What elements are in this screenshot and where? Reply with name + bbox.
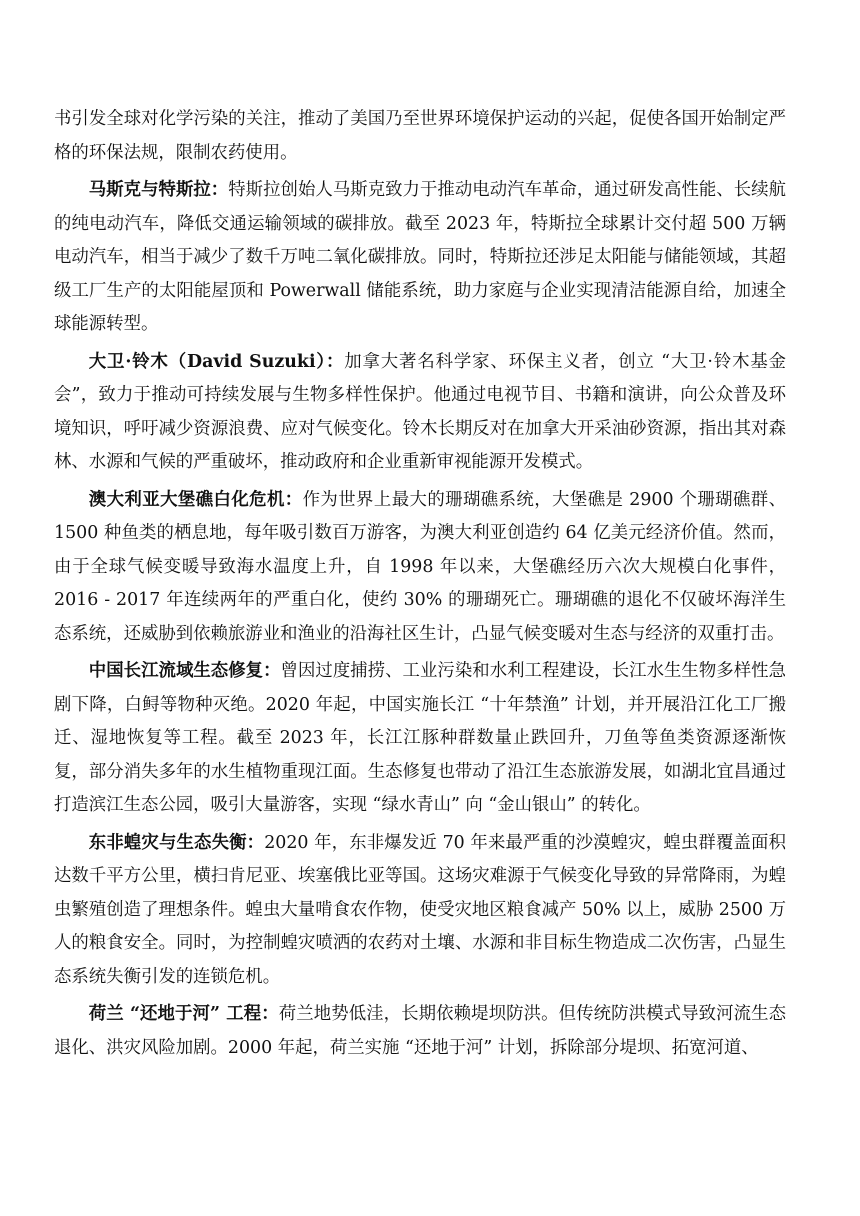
paragraph-heading: 大卫·铃木（David Suzuki）：: [88, 351, 345, 372]
paragraph-text: 加拿大著名科学家、环保主义者，创立 “大卫·铃木基金会”，致力于推动可持续发展与生物多样性保护。他通过电视节目、书籍和演讲，向公众普及环境知识，呼吁减少资源浪费、应对气候变化。铃木长期反对在加拿大开采油砂资源，指出其对森林、水源和气候的严重破坏，推动政府和企业重新审视能源开发模式。: [54, 351, 786, 472]
paragraph-great-barrier-reef: [54, 484, 786, 652]
paragraph-text: 2020 年，东非爆发近 70 年来最严重的沙漠蝗灾，蝗虫群覆盖面积达数千平方公里，横扫肯尼亚、埃塞俄比亚等国。这场灾难源于气候变化导致的异常降雨，为蝗虫繁殖创造了理想条件。蝗虫大量啃食农作物，使受灾地区粮食减产 50% 以上，威胁 2500 万人的粮食安全。同时，为控制蝗灾喷洒的农药对土壤、水源和非目标生物造成二次伤害，凸显生态系统失衡引发的连锁危机。: [54, 832, 786, 987]
paragraph-east-africa-locust: [54, 827, 786, 995]
paragraph-heading: 马斯克与特斯拉：: [88, 180, 229, 200]
paragraph-heading: 东非蝗灾与生态失衡：: [88, 832, 265, 853]
paragraph-heading: 中国长江流域生态修复：: [88, 661, 281, 681]
paragraph-text: 荷兰地势低洼，长期依赖堤坝防洪。但传统防洪模式导致河流生态退化、洪灾风险加剧。2000 年起，荷兰实施 “还地于河” 计划，拆除部分堤坝、拓宽河道、: [54, 1004, 786, 1058]
paragraph-text: 书引发全球对化学污染的关注，推动了美国乃至世界环境保护运动的兴起，促使各国开始制定严格的环保法规，限制农药使用。: [54, 109, 786, 163]
paragraph-heading: 澳大利亚大堡礁白化危机：: [88, 489, 303, 510]
paragraph-rachel-carson-continued: [54, 103, 786, 170]
paragraph-text: 作为世界上最大的珊瑚礁系统，大堡礁是 2900 个珊瑚礁群、1500 种鱼类的栖息地，每年吸引数百万游客，为澳大利亚创造约 64 亿美元经济价值。然而，由于全球气候变暖导致海水温度上升，自 1998 年以来，大堡礁经历六次大规模白化事件，2016 - 2017 年连续两年的严重白化，使约 30% 的珊瑚死亡。珊瑚礁的退化不仅破坏海洋生态系统，还威胁到依赖旅游业和渔业的沿海社区生计，凸显气候变暖对生态与经济的双重打击。: [54, 489, 786, 644]
paragraph-text: 曾因过度捕捞、工业污染和水利工程建设，长江水生生物多样性急剧下降，白鲟等物种灭绝。2020 年起，中国实施长江 “十年禁渔” 计划，并开展沿江化工厂搬迁、湿地恢复等工程。截至 2023 年，长江江豚种群数量止跌回升，刀鱼等鱼类资源逐渐恢复，部分消失多年的水生植物重现江面。生态修复也带动了沿江生态旅游发展，如湖北宜昌通过打造滨江生态公园，吸引大量游客，实现 “绿水青山” 向 “金山银山” 的转化。: [54, 661, 786, 815]
paragraph-david-suzuki: [54, 346, 786, 480]
document-page: [54, 103, 786, 1069]
paragraph-yangtze-restoration: [54, 655, 786, 823]
paragraph-text: 特斯拉创始人马斯克致力于推动电动汽车革命，通过研发高性能、长续航的纯电动汽车，降低交通运输领域的碳排放。截至 2023 年，特斯拉全球累计交付超 500 万辆电动汽车，相当于减少了数千万吨二氧化碳排放。同时，特斯拉还涉足太阳能与储能领域，其超级工厂生产的太阳能屋顶和 Powerwall 储能系统，助力家庭与企业实现清洁能源自给，加速全球能源转型。: [54, 180, 786, 334]
paragraph-room-for-river: [54, 998, 786, 1065]
paragraph-musk-tesla: [54, 174, 786, 342]
paragraph-heading: 荷兰 “还地于河” 工程：: [88, 1004, 279, 1024]
